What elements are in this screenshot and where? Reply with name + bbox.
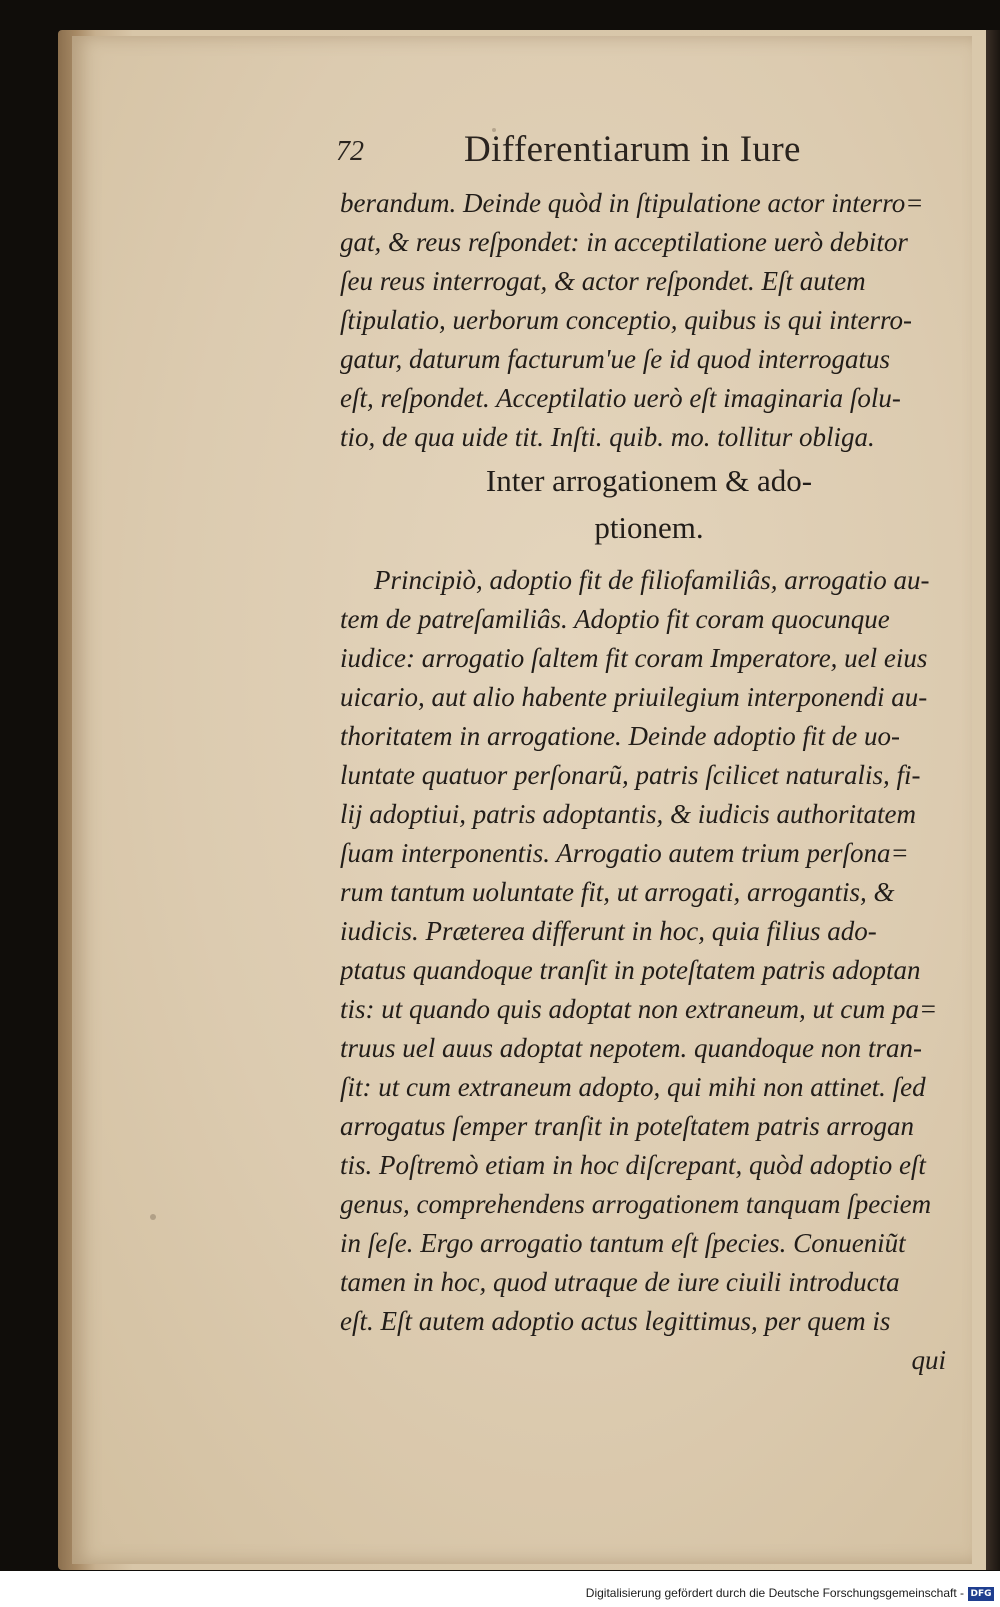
text-line: tis. Poſtremò etiam in hoc diſcrepant, quòd adoptio eſt	[340, 1150, 926, 1180]
funding-note: Digitalisierung gefördert durch die Deutsche Forschungsgemeinschaft -	[585, 1586, 964, 1600]
binding-shadow	[986, 30, 1000, 1570]
dfg-logo-icon: DFG	[968, 1587, 994, 1601]
page-number: 72	[336, 136, 364, 167]
text-line: lij adoptiui, patris adoptantis, & iudicis authoritatem	[340, 799, 917, 829]
text-line: Principiò, adoptio fit de filiofamiliâs, arrogatio au-	[374, 565, 930, 595]
opening-paragraph	[340, 184, 958, 457]
running-title: Differentiarum in Iure	[464, 129, 801, 170]
text-line: eſt, reſpondet. Acceptilatio uerò eſt imaginaria ſolu-	[340, 383, 901, 413]
page-header	[336, 128, 896, 178]
text-line: rum tantum uoluntate fit, ut arrogati, arrogantis, &	[340, 877, 895, 907]
footer-bar	[0, 1571, 1000, 1607]
text-line: iudicis. Præterea differunt in hoc, quia filius ado-	[340, 916, 877, 946]
text-line: thoritatem in arrogatione. Deinde adoptio fit de uo-	[340, 721, 900, 751]
paper-speck	[150, 1214, 156, 1220]
text-line: genus, comprehendens arrogationem tanquam ſpeciem	[340, 1189, 932, 1219]
text-line: tamen in hoc, quod utraque de iure ciuili introducta	[340, 1267, 900, 1297]
text-line: luntate quatuor perſonarũ, patris ſcilicet naturalis, fi-	[340, 760, 921, 790]
text-line: in ſeſe. Ergo arrogatio tantum eſt ſpecies. Conueniũt	[340, 1228, 906, 1258]
text-line: eſt. Eſt autem adoptio actus legittimus, per quem is	[340, 1306, 891, 1336]
text-line: iudice: arrogatio ſaltem fit coram Imperatore, uel eius	[340, 643, 928, 673]
section-heading: Inter arrogationem & ado-	[485, 463, 813, 498]
text-line: gatur, daturum facturum'ue ſe id quod interrogatus	[340, 344, 891, 374]
text-line: tio, de qua uide tit. Inſti. quib. mo. tollitur obliga.	[340, 422, 875, 452]
catchword: qui	[911, 1345, 946, 1375]
text-line: ptatus quandoque tranſit in poteſtatem patris adoptan	[340, 955, 921, 985]
text-line: uicario, aut alio habente priuilegium interponendi au-	[340, 682, 928, 712]
text-block	[340, 184, 958, 1380]
section-heading-continued: ptionem.	[594, 510, 704, 545]
text-line: truus uel auus adoptat nepotem. quandoque non tran-	[340, 1033, 922, 1063]
text-line: ſtipulatio, uerborum conceptio, quibus is qui interro-	[340, 305, 912, 335]
text-line: berandum. Deinde quòd in ſtipulatione actor interro=	[340, 188, 924, 218]
text-line: ſeu reus interrogat, & actor reſpondet. Eſt autem	[340, 266, 866, 296]
text-line: tem de patreſamiliâs. Adoptio fit coram quocunque	[340, 604, 890, 634]
text-line: ſit: ut cum extraneum adopto, qui mihi non attinet. ſed	[340, 1072, 926, 1102]
text-line: tis: ut quando quis adoptat non extraneum, ut cum pa=	[340, 994, 938, 1024]
text-line: arrogatus ſemper tranſit in poteſtatem patris arrogan	[340, 1111, 915, 1141]
section-paragraph	[340, 561, 958, 1380]
text-line: ſuam interponentis. Arrogatio autem trium perſona=	[340, 838, 909, 868]
text-line: gat, & reus reſpondet: in acceptilatione uerò debitor	[340, 227, 908, 257]
